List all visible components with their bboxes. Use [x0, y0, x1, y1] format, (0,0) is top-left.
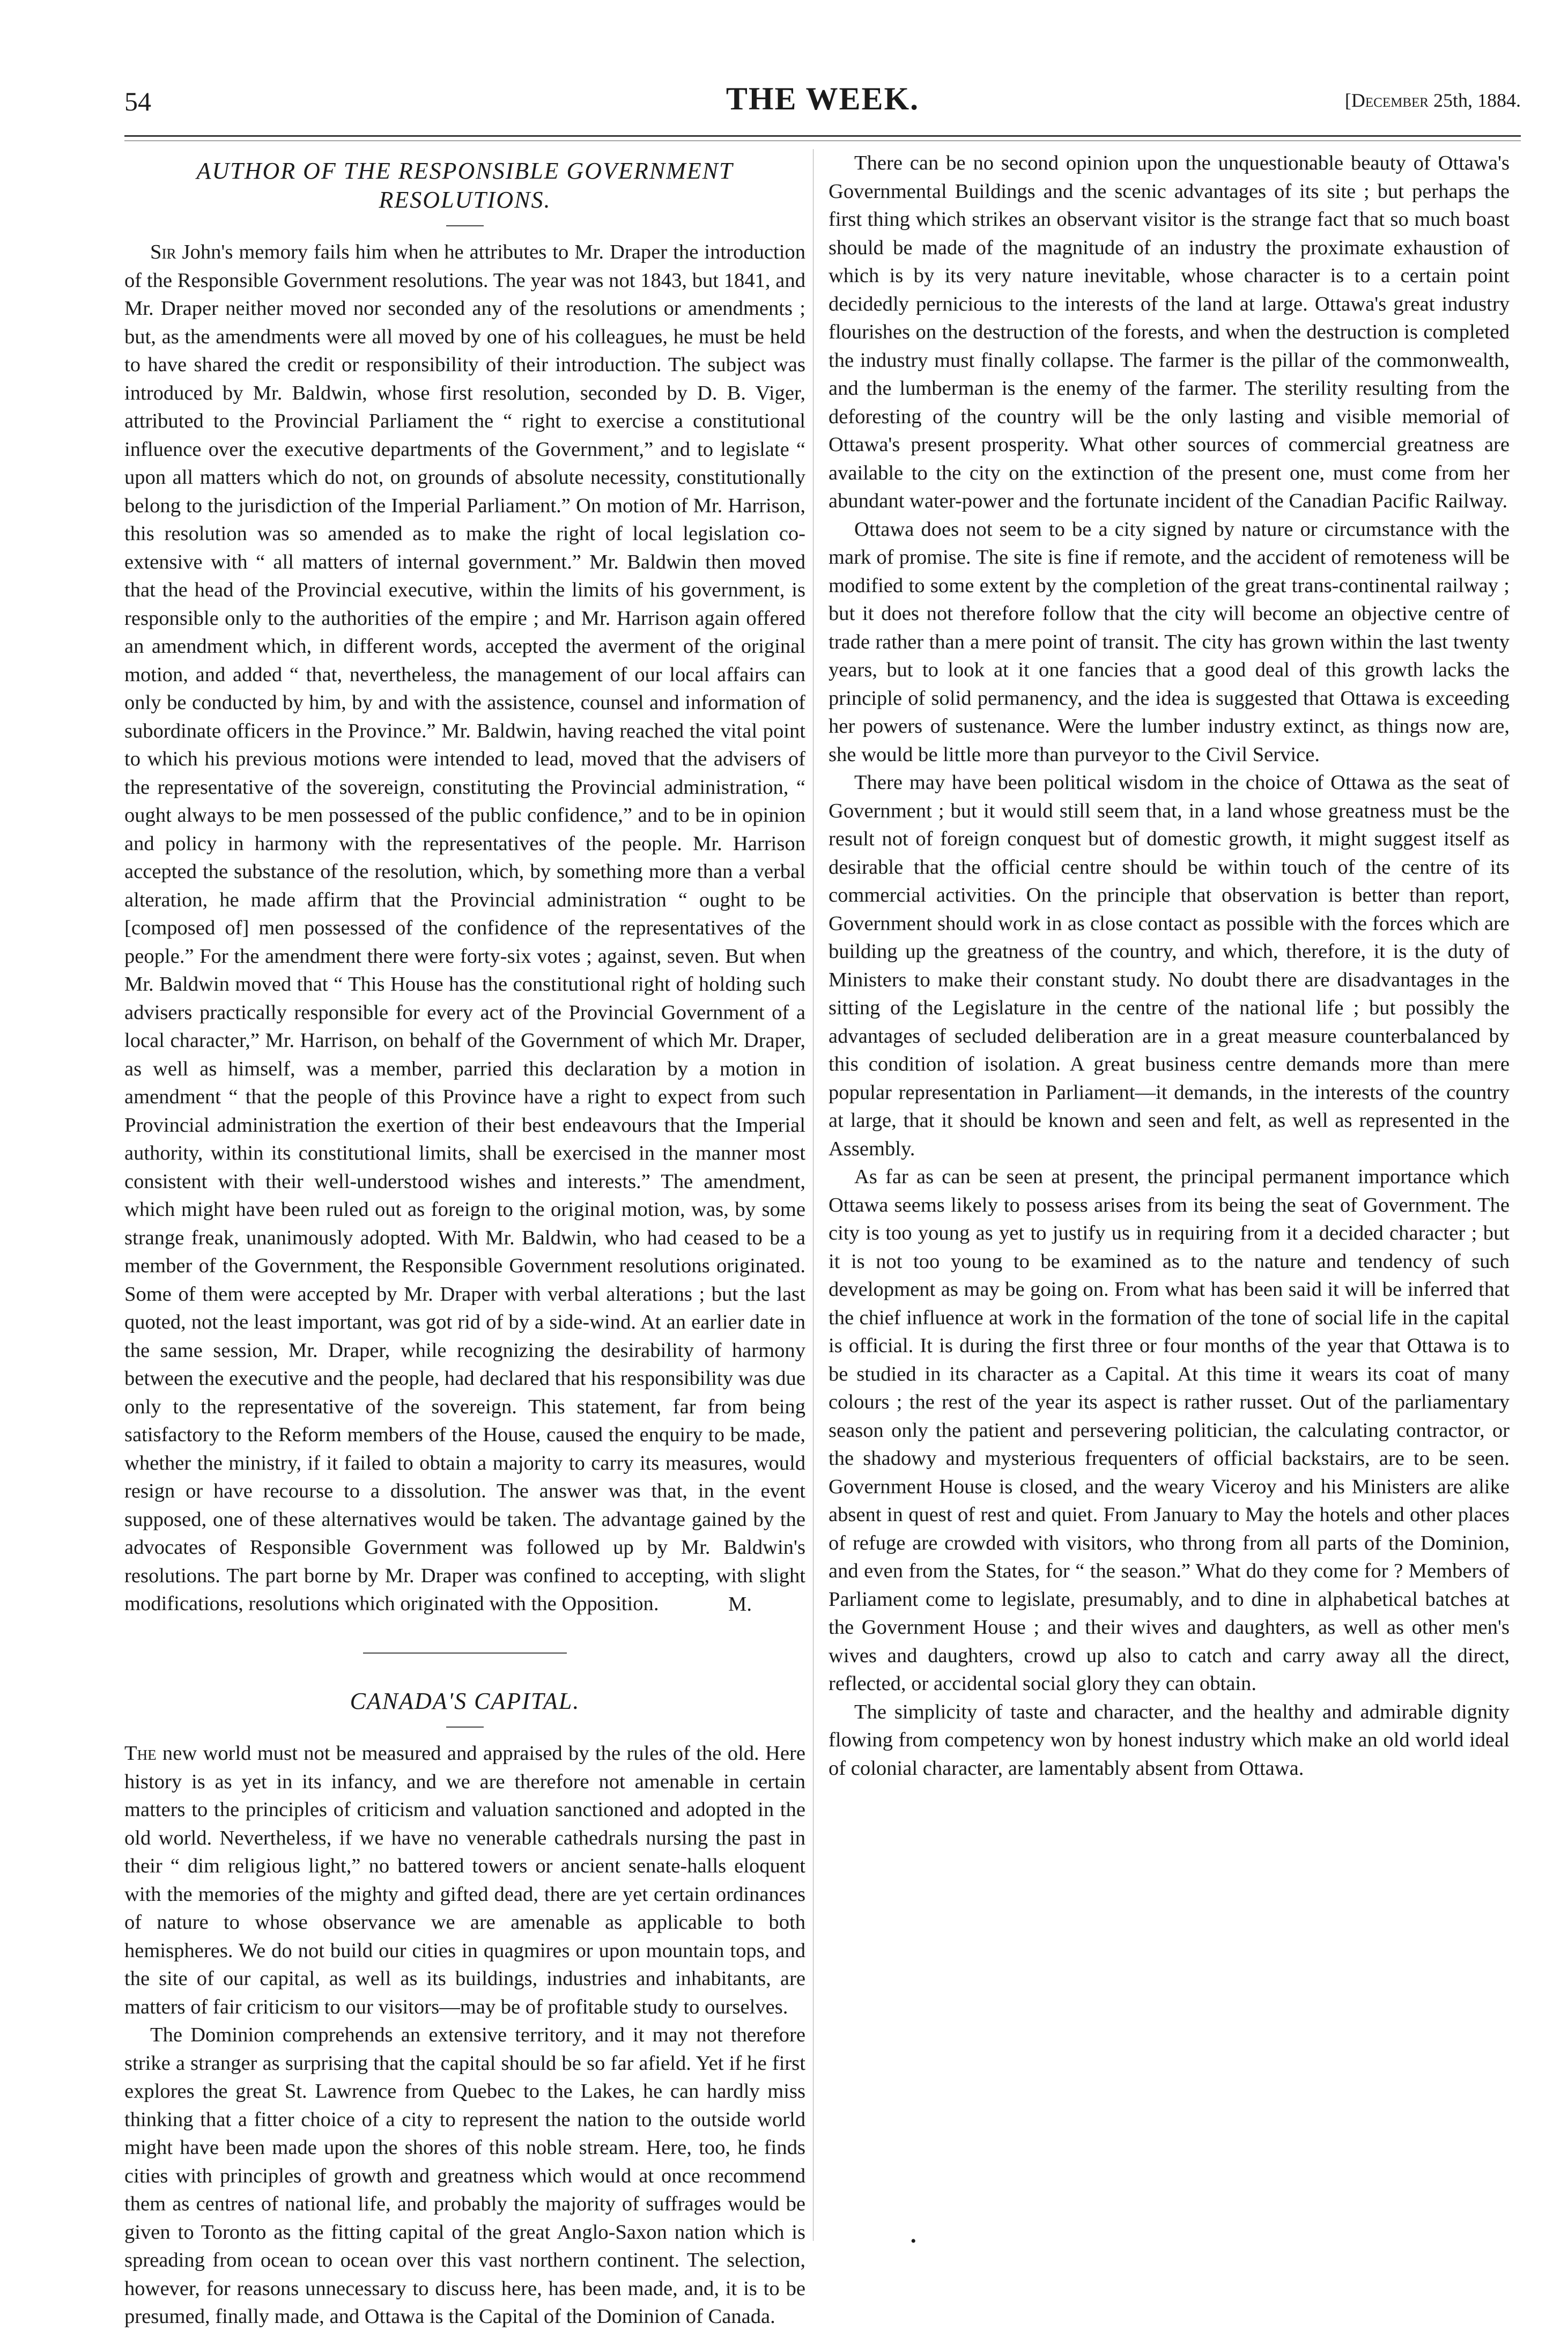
- article2-paragraph-5: There may have been political wisdom in the choice of Ottawa as the seat of Government ; but it would still seem that, in a land whose greatness must be the result not of foreign conquest but of domestic growth, it might suggest itself as desirable that the official centre should be within touch of the centre of its commercial activities. On the principle that observation is better than report, Government should work in as close contact as possible with the forces which are building up the greatness of the country, and which, therefore, it is the duty of Ministers to make their constant study. No doubt there are disadvantages in the sitting of the Legislature in the centre of the national life ; but possibly the advantages of secluded deliberation are in a great measure counterbalanced by this condition of isolation. A great business centre demands more than mere popular representation in Parliament—it demands, in the interests of the country at large, that it should be known and seen and felt, as well as represented in the Assembly.: [829, 771, 1510, 1160]
- right-column: [829, 149, 1510, 1782]
- journal-title: THE WEEK.: [726, 81, 920, 116]
- page-header: [124, 79, 1521, 128]
- page-number: 54: [124, 86, 151, 116]
- article2-paragraph-3: There can be no second opinion upon the unquestionable beauty of Ottawa's Governmental Buildings and the scenic advantages of its site ; but perhaps the first thing which strikes an observant visitor is the strange fact that so much boast should be made of the magnitude of an industry the proximate exhaustion of which is by its very nature inevitable, whose character is to a certain point decidedly pernicious to the interests of the land at large. Ottawa's great industry flourishes on the destruction of the forests, and when the destruction is completed the industry must finally collapse. The farmer is the pillar of the commonwealth, and the lumberman is the enemy of the farmer. The sterility resulting from the deforesting of the country will be the only lasting and visible memorial of Ottawa's present prosperity. What other sources of commercial greatness are available to the city on the extinction of the present one, must come from her abundant water-power and the fortunate incident of the Canadian Pacific Railway.: [829, 152, 1510, 512]
- issue-date: [1345, 89, 1521, 112]
- article1-text: John's memory fails him when he attributes to Mr. Draper the introduction of the Responsible Government resolutions. The year was not 1843, but 1841, and Mr. Draper neither moved nor seconded any of the resolutions or amendments ; but, as the amendments were all moved by one of his colleagues, he must be held to have shared the credit or responsibility of their introduction. The subject was introduced by Mr. Baldwin, whose first resolution, seconded by D. B. Viger, attributed to the Provincial Parliament the “ right to exercise a constitutional influence over the executive departments of the Government,” and to legislate “ upon all matters which do not, on grounds of absolute necessity, constitutionally belong to the jurisdiction of the Imperial Parliament.” On motion of Mr. Harrison, this resolution was so amended as to make the right of local legislation co-extensive with “ all matters of internal government.” Mr. Baldwin then moved that the head of the Provincial executive, within the limits of his government, is responsible only to the authorities of the empire ; and Mr. Harrison again offered an amendment which, in different words, accepted the averment of the original motion, and added “ that, nevertheless, the management of our local affairs can only be conducted by him, by and with the assistence, counsel and information of subordinate officers in the Province.” Mr. Baldwin, having reached the vital point to which his previous motions were intended to lead, moved that the advisers of the representative of the sovereign, constituting the Provincial administration, “ ought always to be men possessed of the public confidence,” and to be in opinion and policy in harmony with the representatives of the people. Mr. Harrison accepted the substance of the resolution, which, by something more than a verbal alteration, he made affirm that the Provincial administration “ ought to be [composed of] men possessed of the confidence of the representatives of the people.” For the amendment there were forty-six votes ; against, seven. But when Mr. Baldwin moved that “ This House has the constitutional right of holding such advisers practically responsible for every act of the Provincial Government of a local character,” Mr. Harrison, on behalf of the Government of which Mr. Draper, as well as himself, was a member, parried this declaration by a motion in amendment “ that the people of this Province have a right to expect from such Provincial administration the exertion of their best endeavours that the Imperial authority, within its constitutional limits, shall be exercised in the manner most consistent with their well-understood wishes and interests.” The amendment, which might have been ruled out as foreign to the original motion, was, by some strange freak, unanimously adopted. With Mr. Baldwin, who had ceased to be a member of the Government, the Responsible Government resolutions originated. Some of them were accepted by Mr. Draper with verbal alterations ; but the last quoted, not the least important, was got rid of by a side-wind. At an earlier date in the same session, Mr. Draper, while recognizing the desirability of harmony between the executive and the people, had declared that his responsibility was due only to the representative of the sovereign. This statement, far from being satisfactory to the Reform members of the House, caused the enquiry to be made, whether the ministry, if it failed to obtain a majority to carry its measures, would resign or have recourse to a dissolution. The answer was that, in the event supposed, one of these alternatives would be taken. The advantage gained by the advocates of Responsible Government was followed up by Mr. Baldwin's resolutions. The part borne by Mr. Draper was confined to accepting, with slight modifications, resolutions which originated with the Opposition.: [124, 241, 805, 1615]
- article1-first-word: Sir: [150, 241, 176, 263]
- article2-paragraph-7: The simplicity of taste and character, and the healthy and admirable dignity flowing from competency won by honest industry which make an old world ideal of colonial character, are lamentably absent from Ottawa.: [829, 1700, 1510, 1780]
- article2-paragraph-4: Ottawa does not seem to be a city signed by nature or circumstance with the mark of promise. The site is fine if remote, and the accident of remoteness will be modified to some extent by the completion of the great trans-continental railway ; but it does not therefore follow that the city will become an objective centre of trade rather than a mere point of transit. The city has grown within the last twenty years, but to look at it one fancies that a good deal of this growth lacks the principle of solid permanency, and the idea is suggested that Ottawa is exceeding her powers of sustenance. Were the lumber industry extinct, as things now are, she would be little more than purveyor to the Civil Service.: [829, 518, 1510, 766]
- article1-body: [124, 238, 805, 1618]
- article2-p2-text: The Dominion comprehends an extensive territory, and it may not therefore strike a stranger as surprising that the capital should be so far afield. Yet if he first explores the great St. Lawrence from Quebec to the Lakes, he can hardly miss thinking that a fitter choice of a city to represent the nation to the outside world might have been made upon the shores of this noble stream. Here, too, he finds cities with principles of growth and greatness which would at once recommend them as centres of national life, and probably the majority of suffrages would be given to Toronto as the fitting capital of the great Anglo-Saxon nation which is spreading from ocean to ocean over this vast northern continent. The selection, however, for reasons unnecessary to discuss here, has been made, and, it is to be presumed, finally made, and Ottawa is the Capital of the Dominion of Canada.: [124, 2024, 805, 2328]
- title-rule: [446, 1727, 484, 1728]
- issue-date-month: [December: [1344, 90, 1429, 111]
- section-divider: [363, 1653, 567, 1654]
- article2-first-word: The: [124, 1742, 157, 1765]
- title-rule: [446, 225, 484, 226]
- header-rule: [124, 135, 1521, 137]
- issue-date-rest: 25th, 1884.: [1428, 90, 1521, 111]
- left-column: [124, 149, 805, 2331]
- article2-paragraph-6: As far as can be seen at present, the principal permanent importance which Ottawa seems likely to possess arises from its being the seat of Government. The city is too young as yet to justify us in requiring from it a decided character ; but it is not too young to be examined as to the nature and tendency of such development as may be going on. From what has been said it will be inferred that the chief influence at work in the formation of the tone of social life in the capital is official. It is during the first three or four months of the year that Ottawa is to be studied in its character as a Capital. At this time it wears its coat of many colours ; the rest of the year its aspect is rather russet. Out of the parliamentary season only the patient and persevering politician, the calculating contractor, or the shadowy and mysterious frequenters of official backstairs, are to be seen. Government House is closed, and the weary Viceroy and his Ministers are alike absent in quest of rest and quiet. From January to May the hotels and other places of refuge are crowded with visitors, who throng from all parts of the Dominion, and even from the States, for “ the season.” What do they come for ? Members of Parliament come to legislate, presumably, and to dine in alphabetical batches at the Government House ; and their wives and daughters, as well as other men's wives and daughters, crowd up also to catch and carry away all the direct, reflected, or accidental social glory they can obtain.: [829, 1166, 1510, 1695]
- article2-paragraph-2: [124, 2021, 805, 2331]
- article2-paragraph-1: [124, 1739, 805, 2021]
- article2-p1-text: new world must not be measured and appraised by the rules of the old. Here history is as yet in its infancy, and we are therefore not amenable in certain matters to the principles of criticism and valuation sanctioned and adopted in the old world. Nevertheless, if we have no venerable cathedrals nursing the past in their “ dim religious light,” no battered towers or ancient senate-halls eloquent with the memories of the mighty and gifted dead, there are yet certain ordinances of nature to whose observance we are amenable as applicable to both hemispheres. We do not build our cities in quagmires or upon mountain tops, and the site of our capital, as well as its buildings, industries and inhabitants, are matters of fair criticism to our visitors—may be of profitable study to ourselves.: [124, 1742, 805, 2018]
- article-title-responsible-government: AUTHOR OF THE RESPONSIBLE GOVERNMENT RESOLUTIONS.: [196, 158, 734, 213]
- article-title-canadas-capital: CANADA'S CAPITAL.: [350, 1688, 580, 1714]
- page-bottom-mark: •: [911, 2232, 916, 2250]
- article1-signature: M.: [728, 1592, 752, 1616]
